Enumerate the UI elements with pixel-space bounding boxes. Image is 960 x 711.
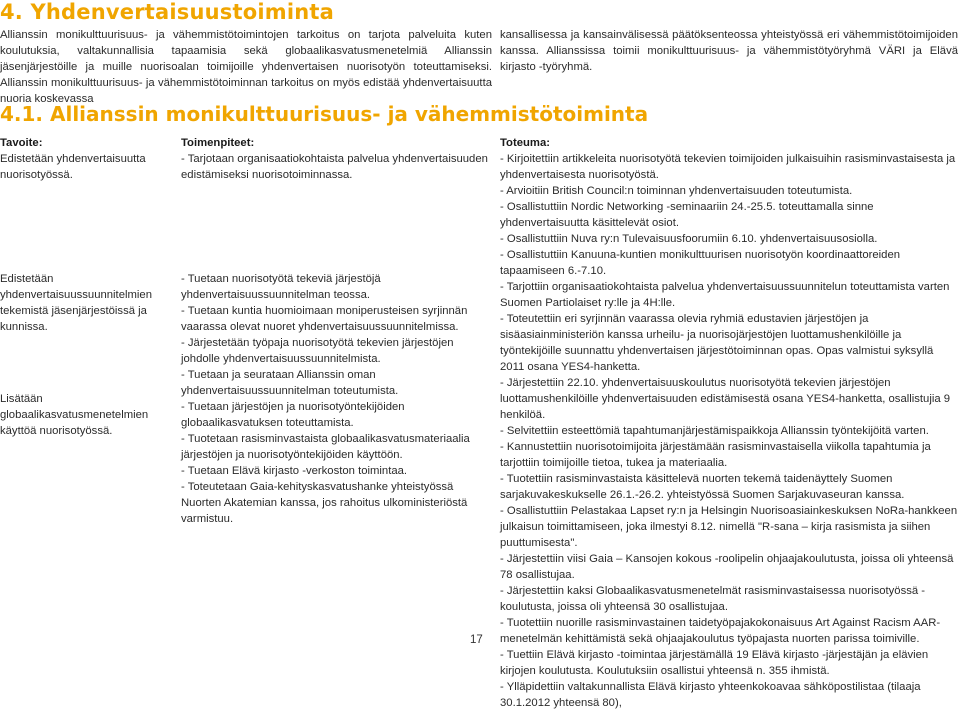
result-item: - Kirjoitettiin artikkeleita nuorisotyötä tekevien toimijoiden julkaisuihin rasisminvastaisesta ja yhdenvertaisesta nuorisotyöstä. <box>500 153 956 181</box>
action-item: - Järjestetään työpaja nuorisotyötä tekevien järjestöjen johdolle yhdenvertaisuussuunnitelmista. <box>181 337 454 365</box>
goal-item: Edistetään yhdenvertaisuutta nuorisotyössä. <box>0 153 146 181</box>
action-item: - Tuetaan järjestöjen ja nuorisotyöntekijöiden globaalikasvatuksen toteuttamista. <box>181 401 405 429</box>
result-item: - Ylläpidettiin valtakunnallista Elävä kirjasto yhteenkokoavaa sähköpostilistaa (tilaaja 30.1.2012 yhteensä 80), <box>500 681 921 709</box>
result-item: - Tuotettiin nuorille rasisminvastainen taidetyöpajakokonaisuus Art Against Racism AAR-menetelmän kehittämistä sekä ohjaajakoulutus työpajasta nuorten parissa toimiville. <box>500 617 941 645</box>
result-item: - Järjestettiin viisi Gaia – Kansojen kokous -roolipelin ohjaajakoulutusta, joissa oli yhteensä 78 osallistujaa. <box>500 553 954 581</box>
result-item: - Tarjottiin organisaatiokohtaista palvelua yhdenvertaisuussuunnitelun toteuttamista varten Suomen Partiolaiset ry:lle ja 4H:lle. <box>500 281 950 309</box>
intro-right-text: kansallisessa ja kansainvälisessä päätöksenteossa yhteistyössä eri vähemmistötoimijoiden kanssa. Allianssissa toimii monikulttuurisuus- ja vähemmistötyöryhmä VÄRI ja Elävä kirjasto -työryhmä. <box>500 29 958 73</box>
actions-header: Toimenpiteet: <box>181 137 255 149</box>
intro-right-column <box>500 27 958 75</box>
goals-column <box>0 135 168 437</box>
results-list <box>500 151 960 711</box>
results-header: Toteuma: <box>500 137 550 149</box>
goal-item: Lisätään globaalikasvatusmenetelmien käyttöä nuorisotyössä. <box>0 393 149 437</box>
goals-header: Tavoite: <box>0 137 43 149</box>
result-item: - Osallistuttiin Nordic Networking -seminaariin 24.-25.5. toteuttamalla sinne yhdenvertaisuutta käsittelevät osiot. <box>500 201 874 229</box>
action-item: - Tuetaan Elävä kirjasto -verkoston toimintaa. <box>181 465 408 477</box>
result-item: - Toteutettiin eri syrjinnän vaarassa olevia ryhmiä edustavien järjestöjen ja sisäasiainministeriön kanssa urheilu- ja nuorisojärjestöjen luottamushenkilöille ja työntekijöille suunnattu yhdenvertaisen järjestötoiminnan opas. Opas valmistui syksyllä 2011 osana YES4-hanketta. <box>500 313 934 373</box>
result-item: - Osallistuttiin Nuva ry:n Tulevaisuusfoorumiin 6.10. yhdenvertaisuusosiolla. <box>500 233 878 245</box>
action-item: - Tuetaan nuorisotyötä tekeviä järjestöjä yhdenvertaisuussuunnitelman teossa. <box>181 273 381 301</box>
intro-left-column <box>0 27 492 107</box>
result-item: - Arvioitiin British Council:n toiminnan yhdenvertaisuuden toteutumista. <box>500 185 853 197</box>
actions-column <box>181 135 489 525</box>
subsection-title: 4.1. Allianssin monikulttuurisuus- ja vähemmistötoiminta <box>0 102 649 126</box>
results-column <box>500 135 960 711</box>
result-item: - Kannustettiin nuorisotoimijoita järjestämään rasisminvastaisella viikolla tapahtumia ja tarjottiin toimijoille tietoa, tukea ja materiaalia. <box>500 441 931 469</box>
result-item: - Osallistuttiin Kanuuna-kuntien monikulttuurisen nuorisotyön koordinaattoreiden tapaamiseen 6.-7.10. <box>500 249 901 277</box>
action-item: - Toteutetaan Gaia-kehityskasvatushanke yhteistyössä Nuorten Akatemian kanssa, jos rahoitus ulkoministeriöstä varmistuu. <box>181 481 468 525</box>
result-item: - Osallistuttiin Pelastakaa Lapset ry:n ja Helsingin Nuorisoasiainkeskuksen NoRa-hankkeen julkaisun toimittamiseen, joka ilmestyi 8.12. nimellä "R-sana – kirja rasismista ja siihen puuttumisesta". <box>500 505 958 549</box>
intro-left-text: Allianssin monikulttuurisuus- ja vähemmistötoimintojen tarkoitus on tarjota palveluita kuten koulutuksia, valtakunnallisia tapaamisia sekä globaalikasvatusmenetelmiä Allianssin jäsenjärjestöille ja muille nuorisoalan toimijoille yhdenvertaisen nuorisotyön toteuttamiseksi. Allianssin monikulttuurisuus- ja vähemmistötoiminnan tarkoitus on myös edistää yhdenvertaisuutta nuoria koskevassa <box>0 29 492 105</box>
section-title: 4. Yhdenvertaisuustoiminta <box>0 0 334 24</box>
action-item: - Tuetaan ja seurataan Allianssin oman yhdenvertaisuussuunnitelman toteutumista. <box>181 369 399 397</box>
goal-item: Edistetään yhdenvertaisuussuunnitelmien tekemistä jäsenjärjestöissä ja kunnissa. <box>0 273 152 333</box>
action-item: - Tarjotaan organisaatiokohtaista palvelua yhdenvertaisuuden edistämiseksi nuorisotoiminnassa. <box>181 153 488 181</box>
result-item: - Järjestettiin 22.10. yhdenvertaisuuskoulutus nuorisotyötä tekevien järjestöjen luottamushenkilöille yhdenvertaisuuden edistämisestä osana YES4-hanketta, osallistujia 9 henkilöä. <box>500 377 951 421</box>
action-list <box>181 271 489 527</box>
result-item: - Järjestettiin kaksi Globaalikasvatusmenetelmät rasisminvastaisessa nuorisotyössä -koulutusta, joissa oli yhteensä 30 osallistujaa. <box>500 585 926 613</box>
result-item: - Selvitettiin esteettömiä tapahtumanjärjestämispaikkoja Allianssin työntekijöitä varten. <box>500 425 929 437</box>
result-item: - Tuettiin Elävä kirjasto -toimintaa järjestämällä 19 Elävä kirjasto -järjestäjän ja elävien kirjojen koulutusta. Koulutuksiin osallistui yhteensä n. 355 ihmistä. <box>500 649 929 677</box>
action-item: - Tuotetaan rasisminvastaista globaalikasvatusmateriaalia järjestöjen ja nuorisotyöntekijöiden käyttöön. <box>181 433 470 461</box>
result-item: - Tuotettiin rasisminvastaista käsittelevä nuorten tekemä taidenäyttely Suomen sarjakuvakeskukselle 26.1.-26.2. yhteistyössä Suomen Sarjakuvaseuran kanssa. <box>500 473 905 501</box>
action-item: - Tuetaan kuntia huomioimaan moniperusteisen syrjinnän vaarassa olevat nuoret yhdenvertaisuussuunnitelmissa. <box>181 305 468 333</box>
page-number: 17 <box>470 634 483 646</box>
